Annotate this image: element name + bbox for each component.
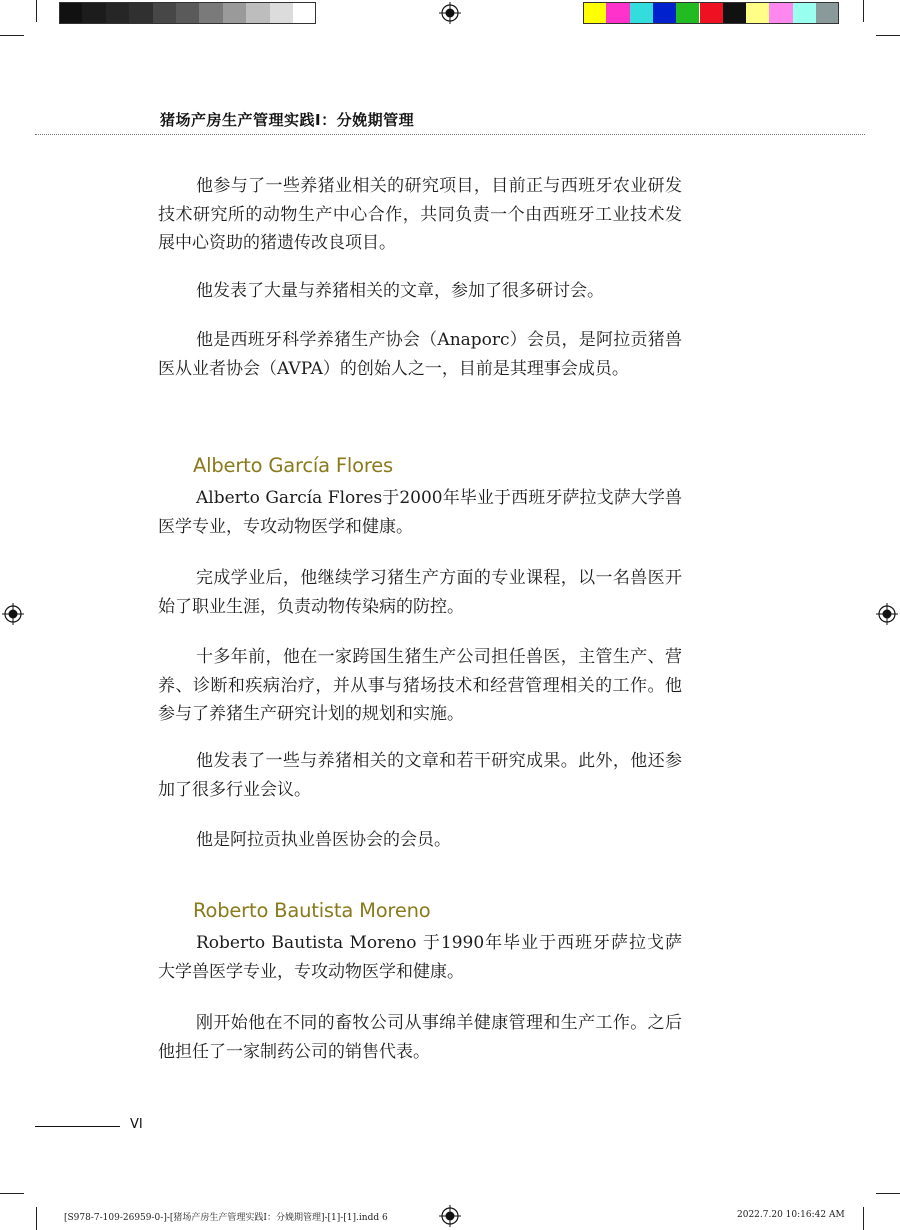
paragraph: 他参与了一些养猪业相关的研究项目，目前正与西班牙农业研发技术研究所的动物生产中心合作，共同负责一个由西班牙工业技术发展中心资助的猪遗传改良项目。 (158, 176, 682, 253)
crop-mark (36, 0, 37, 22)
paragraph: 他发表了一些与养猪相关的文章和若干研究成果。此外，他还参加了很多行业会议。 (158, 751, 682, 800)
crop-mark (0, 1193, 24, 1194)
crop-mark (0, 35, 24, 36)
section-heading: Alberto García Flores (193, 454, 393, 477)
paragraph: Alberto García Flores于2000年毕业于西班牙萨拉戈萨大学兽医学专业，专攻动物医学和健康。 (158, 488, 682, 537)
slug-info: [S978-7-109-26959-0-]-[猪场产房生产管理实践Ⅰ：分娩期管理]-[1]-[1].indd 6 (64, 1213, 388, 1223)
folio-rule (35, 1126, 120, 1127)
slug-timestamp: 2022.7.20 10:16:42 AM (737, 1210, 845, 1220)
running-header: 猪场产房生产管理实践Ⅰ：分娩期管理 (160, 111, 415, 129)
paragraph: 完成学业后，他继续学习猪生产方面的专业课程，以一名兽医开始了职业生涯，负责动物传染病的防控。 (158, 568, 682, 617)
paragraph: 他是阿拉贡执业兽医协会的会员。 (196, 830, 451, 850)
paragraph: 刚开始他在不同的畜牧公司从事绵羊健康管理和生产工作。之后他担任了一家制药公司的销售代表。 (158, 1013, 682, 1062)
paragraph: 他是西班牙科学养猪生产协会（Anaporc）会员，是阿拉贡猪兽医从业者协会（AVPA）的创始人之一，目前是其理事会成员。 (158, 330, 682, 379)
crop-mark (876, 1193, 900, 1194)
paragraph: 他发表了大量与养猪相关的文章，参加了很多研讨会。 (196, 281, 604, 301)
registration-mark-icon (439, 1205, 461, 1227)
section-heading: Roberto Bautista Moreno (193, 899, 431, 922)
control-bar-outline (583, 2, 839, 24)
crop-mark (863, 0, 864, 22)
registration-mark-icon (2, 603, 24, 625)
crop-mark (876, 35, 900, 36)
registration-mark-icon (439, 2, 461, 24)
crop-mark (863, 1207, 864, 1230)
paragraph: Roberto Bautista Moreno 于1990年毕业于西班牙萨拉戈萨大学兽医学专业，专攻动物医学和健康。 (158, 933, 682, 982)
header-rule (35, 134, 865, 135)
registration-mark-icon (876, 603, 898, 625)
crop-mark (36, 1207, 37, 1230)
control-bar-outline (59, 2, 316, 24)
paragraph: 十多年前，他在一家跨国生猪生产公司担任兽医，主管生产、营养、诊断和疾病治疗，并从事与猪场技术和经营管理相关的工作。他参与了养猪生产研究计划的规划和实施。 (158, 647, 682, 724)
page-number: VI (130, 1117, 143, 1132)
